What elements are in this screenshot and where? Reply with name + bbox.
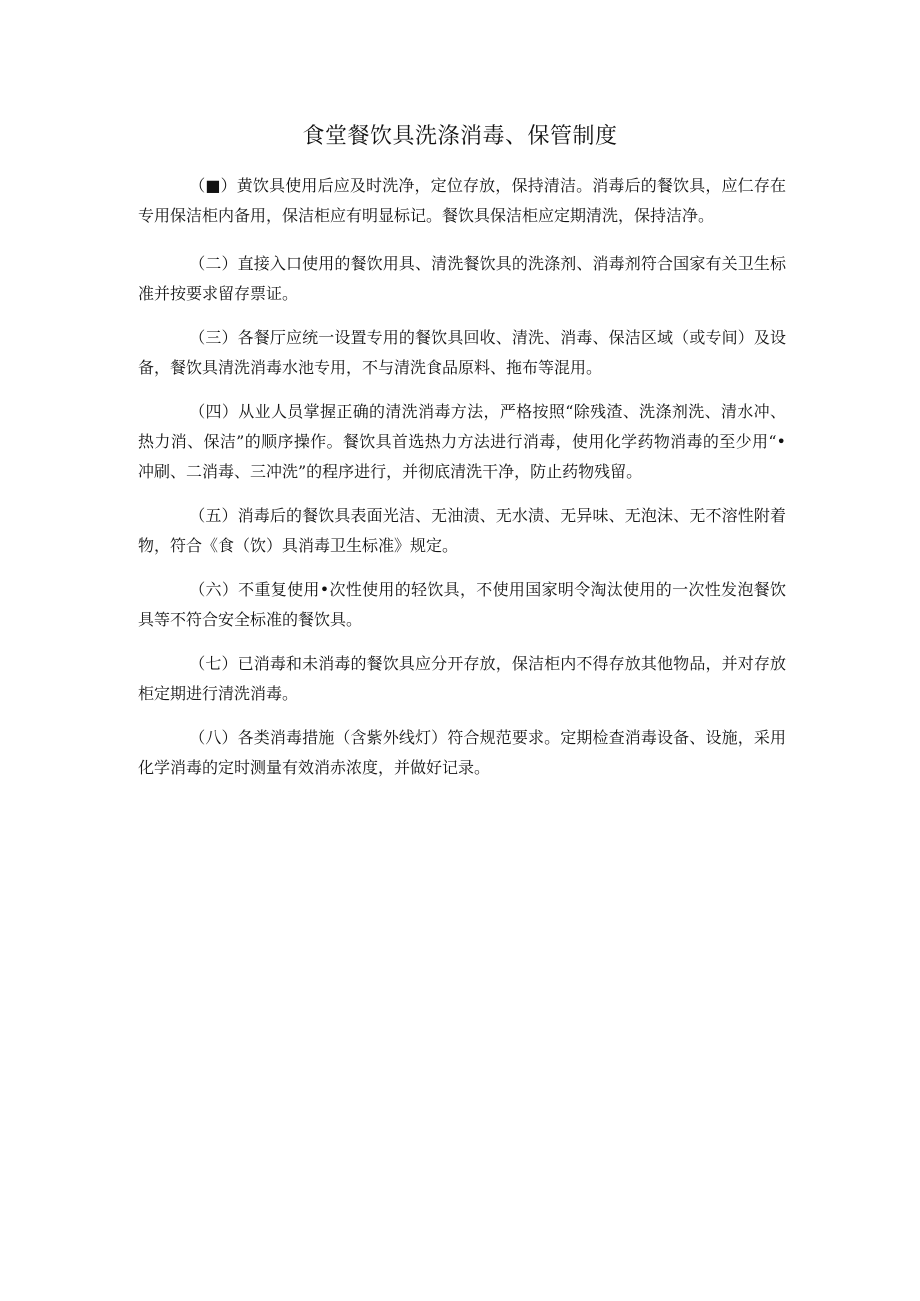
paragraph-4: （四）从业人员掌握正确的清洗消毒方法，严格按照“除残渣、洗涤剂洗、清水冲、热力消、保洁”的顺序操作。餐饮具首选热力方法进行消毒，使用化学药物消毒的至少用“•冲刷、二消毒、三冲洗”的程序进行，并彻底清洗干净，防止药物残留。 (138, 402, 786, 481)
document-title: 食堂餐饮具洗涤消毒、保管制度 (302, 124, 618, 149)
document-body (138, 171, 786, 797)
paragraph-2: （二）直接入口使用的餐饮用具、清洗餐饮具的洗涤剂、消毒剂符合国家有关卫生标准并按要求留存票证。 (138, 254, 786, 303)
paragraph-7: （七）已消毒和未消毒的餐饮具应分开存放，保洁柜内不得存放其他物品，并对存放柜定期进行清洗消毒。 (138, 654, 786, 703)
paragraph-8: （八）各类消毒措施（含紫外线灯）符合规范要求。定期检查消毒设备、设施，采用化学消毒的定时测量有效消赤浓度，并做好记录。 (138, 728, 786, 777)
paragraph-6: （六）不重复使用•次性使用的轻饮具，不使用国家明令淘汰使用的一次性发泡餐饮具等不符合安全标准的餐饮具。 (138, 580, 786, 629)
paragraph-5: （五）消毒后的餐饮具表面光洁、无油渍、无水渍、无异味、无泡沫、无不溶性附着物，符合《食（饮）具消毒卫生标准》规定。 (138, 506, 786, 555)
paragraph-1: （■）黄饮具使用后应及时洗净，定位存放，保持清洁。消毒后的餐饮具，应仁存在专用保洁柜内备用，保洁柜应有明显标记。餐饮具保洁柜应定期清洗，保持洁净。 (138, 176, 786, 225)
paragraph-3: （三）各餐厅应统一设置专用的餐饮具回收、清洗、消毒、保洁区域（或专间）及设备，餐饮具清洗消毒水池专用，不与清洗食品原料、拖布等混用。 (138, 328, 786, 377)
